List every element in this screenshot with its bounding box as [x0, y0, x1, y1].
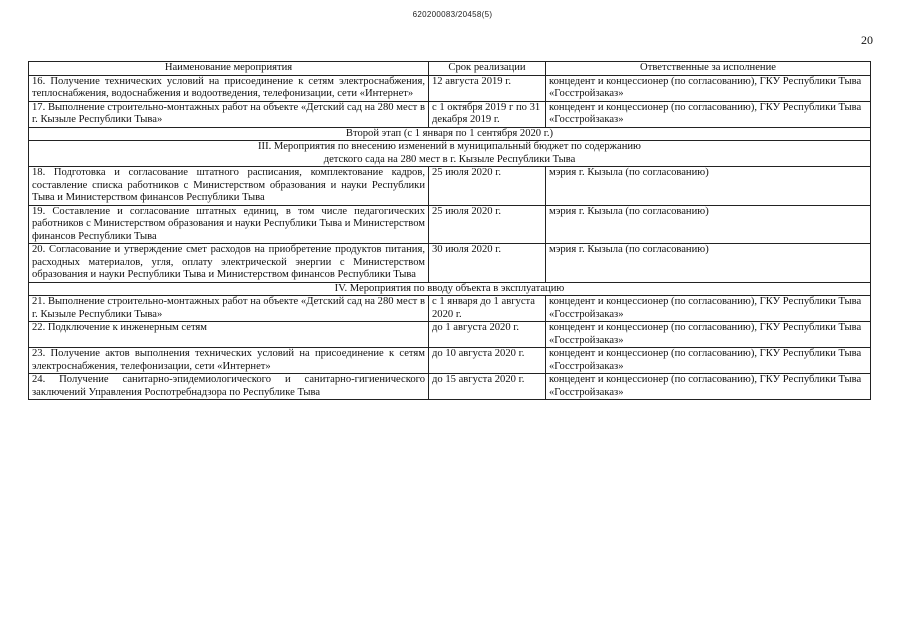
row-responsible: концедент и концессионер (по согласованию), ГКУ Республики Тыва «Госстройзаказ» — [546, 322, 871, 348]
table-row — [29, 101, 871, 127]
events-table — [28, 61, 871, 400]
row-term: 25 июля 2020 г. — [429, 167, 546, 206]
section-title-line2: детского сада на 280 мест в г. Кызыле Республики Тыва — [323, 153, 576, 165]
column-header-term: Срок реализации — [429, 62, 546, 76]
table-row — [29, 348, 871, 374]
table-row — [29, 322, 871, 348]
row-term: с 1 января до 1 августа 2020 г. — [429, 296, 546, 322]
row-name: 23. Получение актов выполнения технических условий на присоединение к сетям электроснабжения, телефонизации, сети «Интернет» — [29, 348, 429, 374]
section-title: IV. Мероприятия по вводу объекта в эксплуатацию — [29, 282, 871, 296]
section-title — [29, 141, 871, 167]
table-row — [29, 244, 871, 283]
row-responsible: мэрия г. Кызыла (по согласованию) — [546, 205, 871, 244]
table-header-row — [29, 62, 871, 76]
row-name: 18. Подготовка и согласование штатного расписания, комплектование кадров, составление списка работников с Министерством образования и науки Республики Тыва и Министерством финансов Республики Тыва — [29, 167, 429, 206]
document-code: 620200083/20458(5) — [412, 10, 493, 19]
page-number: 20 — [861, 33, 873, 47]
row-responsible: концедент и концессионер (по согласованию), ГКУ Республики Тыва «Госстройзаказ» — [546, 374, 871, 400]
row-term: до 15 августа 2020 г. — [429, 374, 546, 400]
row-name: 20. Согласование и утверждение смет расходов на приобретение продуктов питания, расходных материалов, угля, оплату электрической энергии с Министерством образования и науки Республики Тыва и Министерством финансов Республики Тыва — [29, 244, 429, 283]
row-responsible: мэрия г. Кызыла (по согласованию) — [546, 167, 871, 206]
row-responsible: концедент и концессионер (по согласованию), ГКУ Республики Тыва «Госстройзаказ» — [546, 75, 871, 101]
row-name: 16. Получение технических условий на присоединение к сетям электроснабжения, теплоснабжения, водоснабжения и водоотведения, телефонизации, сети «Интернет» — [29, 75, 429, 101]
row-responsible: концедент и концессионер (по согласованию), ГКУ Республики Тыва «Госстройзаказ» — [546, 348, 871, 374]
row-responsible: концедент и концессионер (по согласованию), ГКУ Республики Тыва «Госстройзаказ» — [546, 296, 871, 322]
table-row — [29, 374, 871, 400]
row-name: 24. Получение санитарно-эпидемиологического и санитарно-гигиенического заключений Управления Роспотребнадзора по Республике Тыва — [29, 374, 429, 400]
row-term: до 1 августа 2020 г. — [429, 322, 546, 348]
row-term: с 1 октября 2019 г по 31 декабря 2019 г. — [429, 101, 546, 127]
row-name: 21. Выполнение строительно-монтажных работ на объекте «Детский сад на 280 мест в г. Кызыле Республики Тыва» — [29, 296, 429, 322]
table-row — [29, 296, 871, 322]
stage-title: Второй этап (с 1 января по 1 сентября 2020 г.) — [29, 127, 871, 141]
row-term: 12 августа 2019 г. — [429, 75, 546, 101]
column-header-name: Наименование мероприятия — [29, 62, 429, 76]
table-row — [29, 205, 871, 244]
row-responsible: концедент и концессионер (по согласованию), ГКУ Республики Тыва «Госстройзаказ» — [546, 101, 871, 127]
table-row — [29, 167, 871, 206]
section-row — [29, 141, 871, 167]
section-row — [29, 282, 871, 296]
table-row — [29, 75, 871, 101]
row-name: 22. Подключение к инженерным сетям — [29, 322, 429, 348]
row-term: до 10 августа 2020 г. — [429, 348, 546, 374]
section-title-line1: III. Мероприятия по внесению изменений в муниципальный бюджет по содержанию — [258, 141, 641, 152]
row-responsible: мэрия г. Кызыла (по согласованию) — [546, 244, 871, 283]
row-term: 25 июля 2020 г. — [429, 205, 546, 244]
stage-row — [29, 127, 871, 141]
column-header-responsible: Ответственные за исполнение — [546, 62, 871, 76]
row-term: 30 июля 2020 г. — [429, 244, 546, 283]
row-name: 17. Выполнение строительно-монтажных работ на объекте «Детский сад на 280 мест в г. Кызыле Республики Тыва» — [29, 101, 429, 127]
row-name: 19. Составление и согласование штатных единиц, в том числе педагогических работников с Министерством образования и науки Республики Тыва и Министерством финансов Республики Тыва — [29, 205, 429, 244]
